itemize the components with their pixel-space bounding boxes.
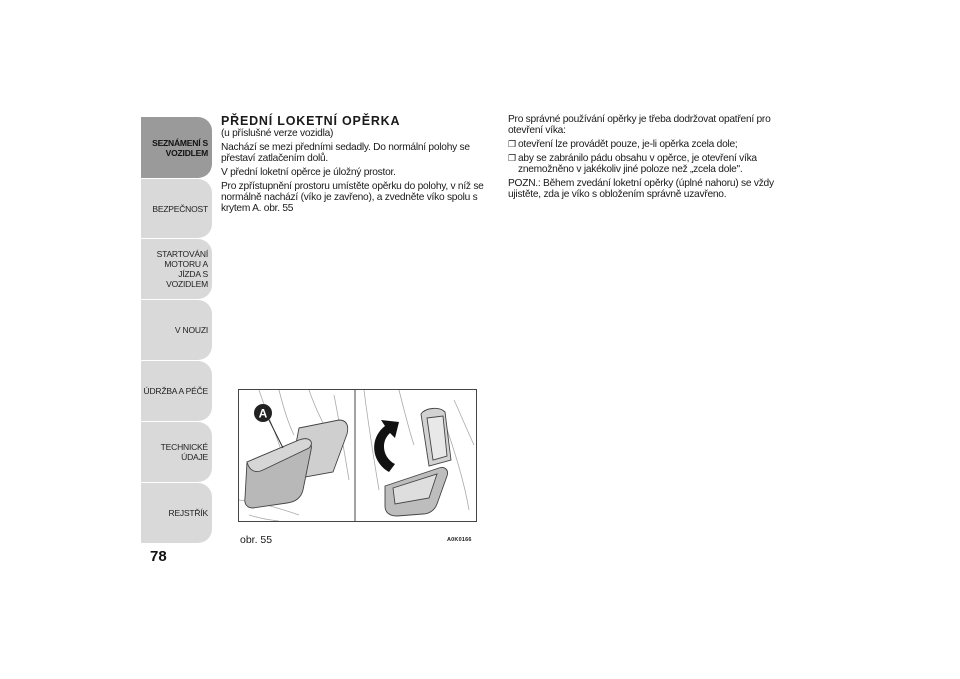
paragraph: V přední loketní opěrce je úložný prostor. (221, 167, 396, 178)
tab-label: TECHNICKÉ ÚDAJE (160, 442, 208, 462)
section-heading: PŘEDNÍ LOKETNÍ OPĚRKA (221, 114, 401, 128)
armrest-drawing (239, 390, 476, 521)
tab-label: SEZNÁMENÍ S VOZIDLEM (152, 137, 208, 158)
tab-v-nouzi[interactable] (141, 300, 212, 360)
figure-code: A0K0166 (447, 537, 472, 543)
left-column (221, 114, 496, 217)
tab-technicke-udaje[interactable] (141, 422, 212, 482)
tab-label: ÚDRŽBA A PÉČE (143, 386, 208, 396)
tab-udrzba-a-pece[interactable] (141, 361, 212, 421)
tab-startovani[interactable] (141, 239, 212, 299)
tab-seznameni-s-vozidlem[interactable] (141, 117, 212, 178)
page-number: 78 (150, 548, 167, 565)
checkbox-bullet-icon: ❒ (508, 139, 516, 149)
subheading: (u příslušné verze vozidla) (221, 128, 334, 139)
tab-label: BEZPEČNOST (152, 203, 208, 214)
closed-armrest (245, 420, 348, 508)
tab-bezpecnost[interactable] (141, 179, 212, 238)
checkbox-bullet-icon: ❒ (508, 153, 516, 163)
open-arrow-icon (374, 420, 399, 472)
tab-rejstrik[interactable] (141, 483, 212, 543)
paragraph: Nachází se mezi předními sedadly. Do normální polohy se přestaví zatlačením dolů. (221, 142, 470, 164)
right-column (508, 114, 788, 203)
tab-label: STARTOVÁNÍ MOTORU A JÍZDA S VOZIDLEM (156, 249, 208, 289)
callout-a-label: A (258, 406, 268, 421)
tab-label: V NOUZI (174, 325, 208, 335)
note-paragraph: POZN.: Během zvedání loketní opěrky (úplné nahoru) se vždy ujistěte, zda je víko s obložením správně uzavřeno. (508, 178, 774, 200)
list-item-text: otevření lze provádět pouze, je-li opěrka zcela dole; (518, 139, 738, 150)
list-item (508, 139, 788, 150)
list-item (508, 153, 788, 175)
intro-paragraph: Pro správné používání opěrky je třeba dodržovat opatření pro otevření víka: (508, 114, 771, 136)
armrest-illustration (238, 389, 477, 522)
figure-caption: obr. 55 (240, 534, 273, 546)
list-item-text: aby se zabránilo pádu obsahu v opěrce, je otevření víka znemožněno v jakékoliv jiné poloze než „zcela dole". (518, 153, 757, 175)
tab-label: REJSTŘÍK (168, 508, 208, 518)
paragraph: Pro zpřístupnění prostoru umístěte opěrku do polohy, v níž se normálně nachází (víko je zavřeno), a zvedněte víko spolu s krytem A. obr. 55 (221, 181, 484, 214)
